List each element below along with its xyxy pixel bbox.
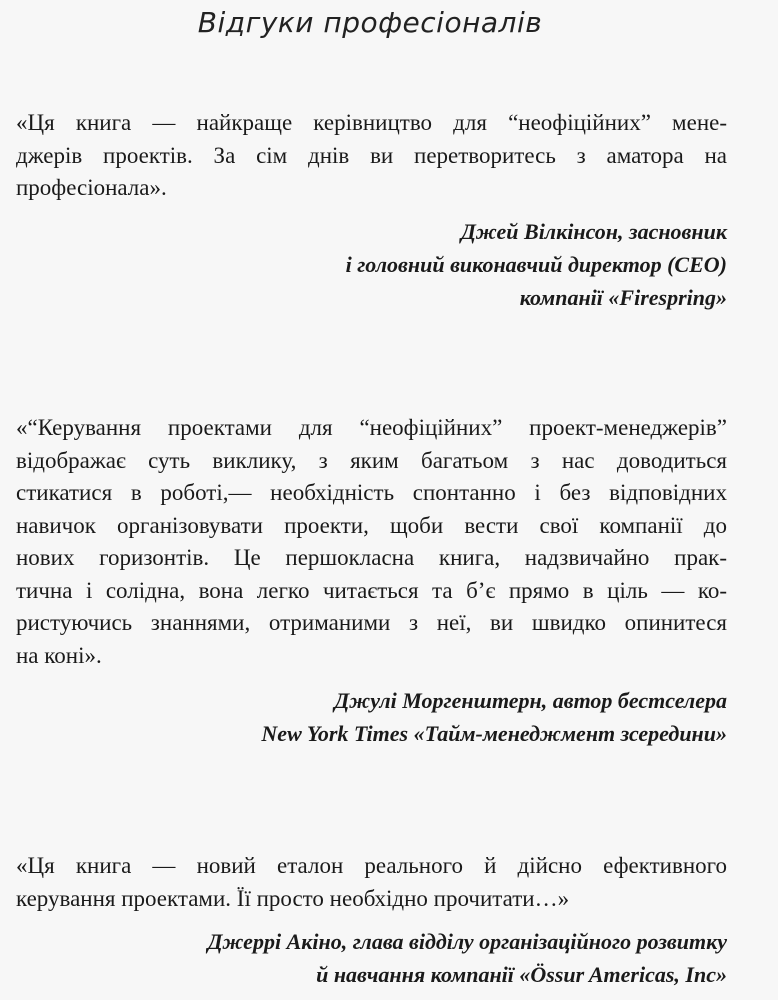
quote-line: джерів проектів. За сім днів ви перетворитесь з аматора на <box>16 142 727 168</box>
quote-line: на коні». <box>16 642 102 668</box>
quote-line: «“Керування проектами для “неофіційних” проект-менеджерів” <box>16 415 727 440</box>
author-line: й навчання компанії «Össur Americas, Inc» <box>316 962 727 987</box>
review-quote-3 <box>16 850 727 915</box>
review-author-3 <box>16 925 727 991</box>
review-author-1 <box>16 215 727 314</box>
author-line: Джеррі Акіно, глава відділу організаційного розвитку <box>207 929 727 954</box>
review-author-2 <box>16 684 727 750</box>
review-quote-2 <box>16 412 727 672</box>
author-line: і головний виконавчий директор (CEO) <box>345 252 727 277</box>
author-line: Джей Вілкінсон, засновник <box>460 219 727 244</box>
quote-line: відображає суть виклику, з яким багатьом з нас доводиться <box>16 447 727 473</box>
quote-line: ристуючись знаннями, отриманими з неї, ви швидко опинитеся <box>16 610 727 635</box>
review-quote-1 <box>16 107 727 205</box>
author-line: New York Times «Тайм-менеджмент зсередини» <box>261 721 727 746</box>
quote-line: керування проектами. Її просто необхідно прочитати…» <box>16 885 570 911</box>
quote-line: стикатися в роботі,— необхідність спонтанно і без відповідних <box>16 480 727 505</box>
page-title: Відгуки професіоналів <box>197 6 543 39</box>
quote-line: «Ця книга — новий еталон реального й дійсно ефективного <box>16 853 727 878</box>
quote-line: нових горизонтів. Це першокласна книга, надзвичайно прак- <box>16 545 727 570</box>
quote-line: навичок організовувати проекти, щоби вести свої компанії до <box>16 512 727 538</box>
quote-line: тична і солідна, вона легко читається та б’є прямо в ціль — ко- <box>16 577 727 603</box>
author-line: компанії «Firespring» <box>519 285 727 310</box>
author-line: Джулі Моргенштерн, автор бестселера <box>334 688 727 713</box>
quote-line: «Ця книга — найкраще керівництво для “неофіційних” мене- <box>16 110 727 135</box>
quote-line: професіонала». <box>16 175 167 200</box>
